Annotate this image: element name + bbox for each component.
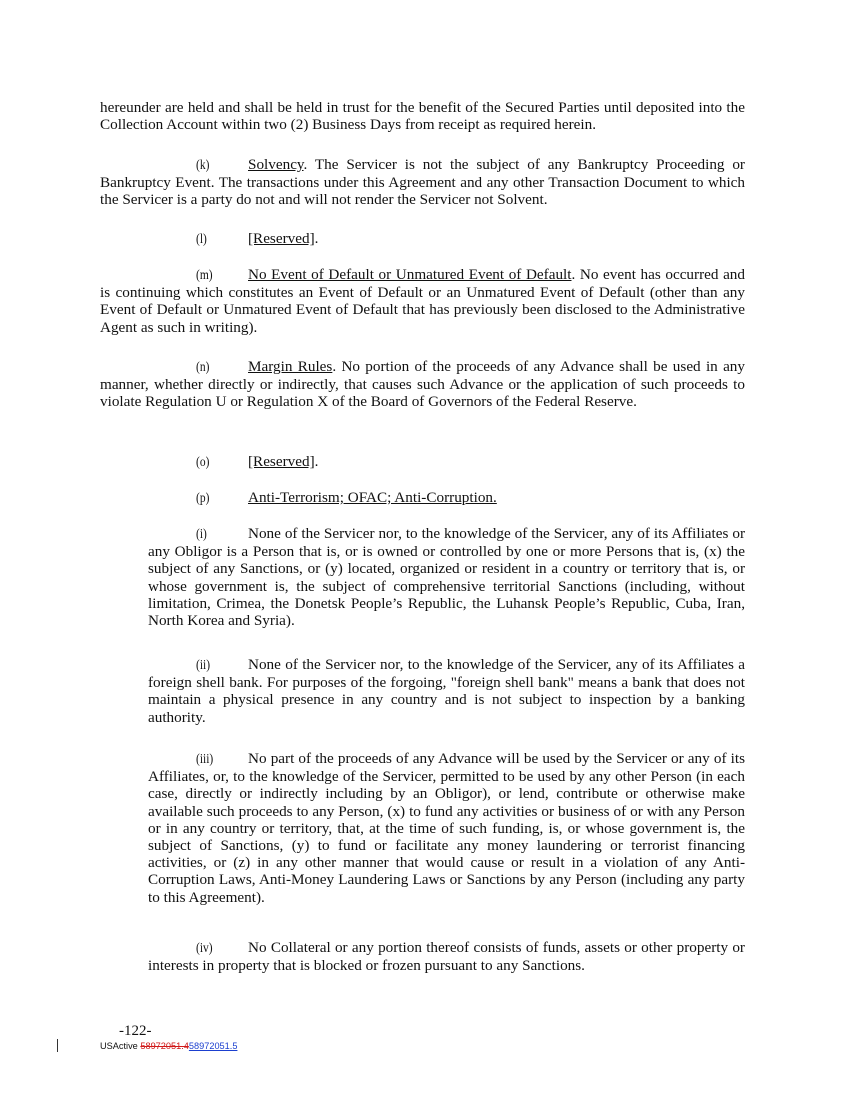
section-heading: Anti-Terrorism; OFAC; Anti-Corruption. [248,489,497,506]
section-text: . [314,453,319,470]
subsection-iv [148,939,745,974]
subsection-ii [148,656,745,726]
section-label: (n) [196,360,210,375]
footer-deleted-id: 58972051.4 [140,1041,189,1051]
section-text: . The Servicer is not the subject of any Bankruptcy Proceeding or Bankruptcy Event. The transactions under this Agreement and any other Transaction Document to which the Servicer is a party do not and will not render the Servicer not Solvent. [100,156,745,209]
section-text: . No event has occurred and is continuing which constitutes an Event of Default or an Unmatured Event of Default (other than any Event of Default or Unmatured Event of Default that has previously been disclosed to the Administrative Agent as such in writing). [100,266,745,336]
section-o [196,453,318,471]
subsection-label: (iv) [196,941,213,956]
change-bar [57,1039,58,1052]
section-n [100,358,745,411]
subsection-text: No part of the proceeds of any Advance will be used by the Servicer or any of its Affiliates, or, to the knowledge of the Servicer, permitted to be used by any other Person (in each case, directly or indirectly including by an Obligor), or lend, contribute or otherwise make available such proceeds to any Person, (x) to fund any activities or business of or with any Person or in any country or territory, that, at the time of such funding, is, or whose government is, the subject of Sanctions, (y) to fund or facilitate any money laundering or terrorist financing activities, or (z) in any other manner that would cause or result in a violation of any Anti-Corruption Laws, Anti-Money Laundering Laws or Sanctions by any Person (including any party to this Agreement). [148,750,745,906]
section-label: (l) [196,232,207,247]
section-text: . [314,230,319,247]
subsection-text: None of the Servicer nor, to the knowledge of the Servicer, any of its Affiliates or any Obligor is a Person that is, or is owned or controlled by one or more Persons that is, (x) the subject of any Sanctions, or (y) located, organized or resident in a country or territory that is, or whose government is, the subject of comprehensive territorial Sanctions (including, without limitation, Crimea, the Donetsk People’s Republic, the Luhansk People’s Republic, Cuba, Iran, North Korea and Syria). [148,525,745,630]
footer-prefix: USActive [100,1041,141,1051]
subsection-label: (ii) [196,658,211,673]
section-m [100,266,745,336]
paragraph-continuation: hereunder are held and shall be held in trust for the benefit of the Secured Parties until deposited into the Collection Account within two (2) Business Days from receipt as required herein. [100,99,745,134]
section-heading: [Reserved] [248,230,315,247]
section-heading: Margin Rules [248,358,333,375]
section-heading: No Event of Default or Unmatured Event of Default [248,266,572,283]
section-label: (k) [196,158,210,173]
section-text: . No portion of the proceeds of any Advance shall be used in any manner, whether directly or indirectly, that causes such Advance or the application of such proceeds to violate Regulation U or Regulation X of the Board of Governors of the Federal Reserve. [100,358,745,411]
section-k [100,156,745,209]
section-heading: [Reserved] [248,453,315,470]
subsection-iii [148,750,745,906]
footer-inserted-id: 58972051.5 [188,1041,238,1051]
subsection-text: None of the Servicer nor, to the knowledge of the Servicer, any of its Affiliates a foreign shell bank. For purposes of the forgoing, "foreign shell bank" means a bank that does not maintain a physical presence in any country and is not subject to inspection by a banking authority. [148,656,745,726]
section-label: (p) [196,491,210,506]
section-label: (m) [196,268,213,283]
subsection-label: (iii) [196,752,214,767]
section-label: (o) [196,455,210,470]
section-l [196,230,318,248]
subsection-label: (i) [196,527,207,542]
subsection-text: No Collateral or any portion thereof consists of funds, assets or other property or interests in property that is blocked or frozen pursuant to any Sanctions. [148,939,745,975]
document-id-footer [100,1041,237,1052]
section-p [196,489,497,507]
section-heading: Solvency [248,156,304,173]
subsection-i [148,525,745,629]
page-number: -122- [119,1023,152,1039]
